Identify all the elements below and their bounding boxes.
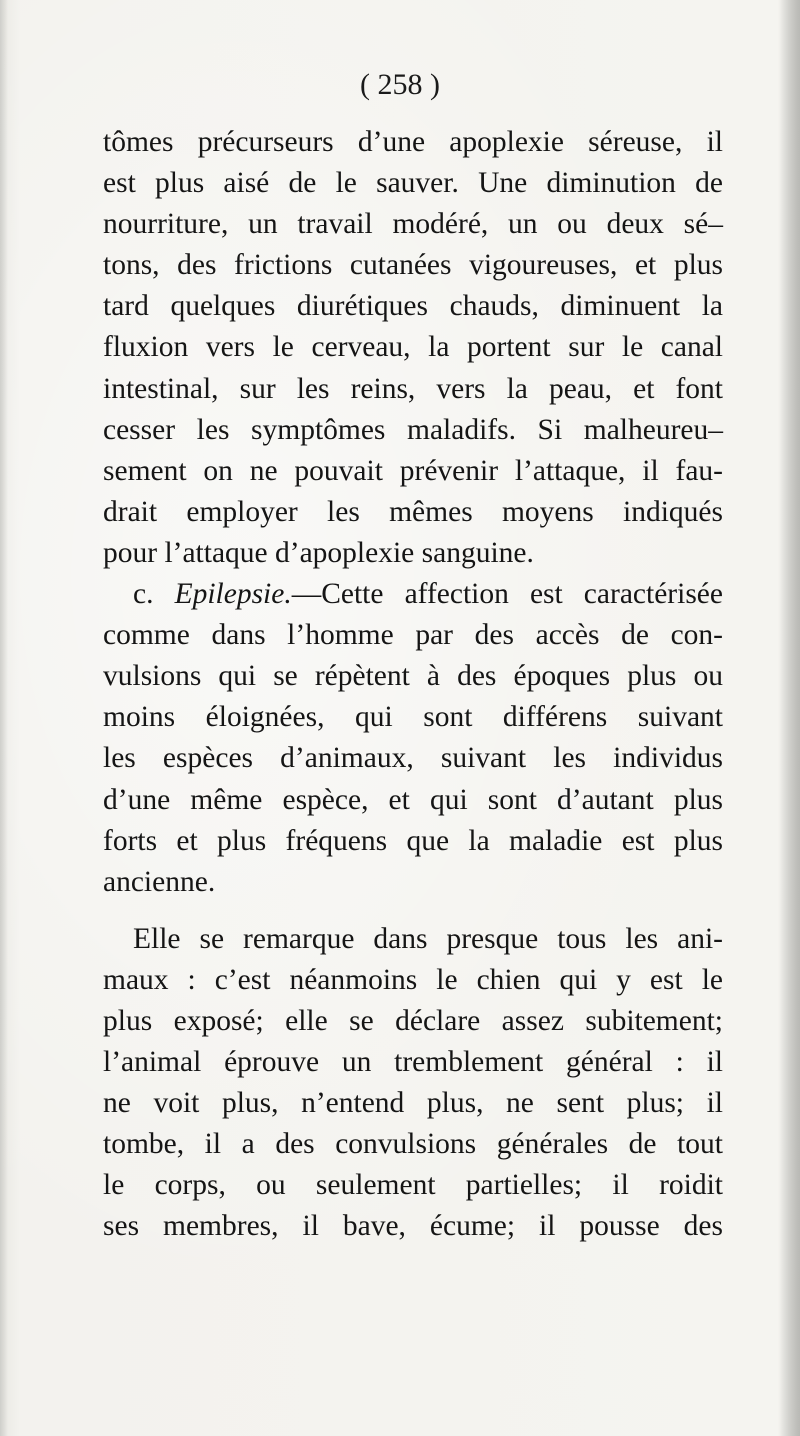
section-heading: Epilepsie. <box>174 578 292 611</box>
text-line: moins éloignées, qui sont différens suivant <box>103 701 723 734</box>
text-line: nourriture, un travail modéré, un ou deux sé– <box>103 208 723 241</box>
text-line: tons, des frictions cutanées vigoureuses, et plus <box>103 249 723 282</box>
text-line: les espèces d’animaux, suivant les individus <box>103 742 723 775</box>
section-heading-continuation: —Cette affection est caractérisée <box>291 578 723 611</box>
text-line: pour l’attaque d’apoplexie sanguine. <box>103 536 534 569</box>
page-right-edge <box>778 0 800 1436</box>
text-line: comme dans l’homme par des accès de con- <box>103 619 723 652</box>
text-line: Elle se remarque dans presque tous les ani- <box>133 922 723 955</box>
text-line: forts et plus fréquens que la maladie est plus <box>103 824 723 857</box>
text-line: vulsions qui se répètent à des époques plus ou <box>103 660 723 693</box>
section-label: c. <box>133 578 154 611</box>
text-line: tômes précurseurs d’une apoplexie séreuse, il <box>103 126 723 158</box>
text-line: d’une même espèce, et qui sont d’autant plus <box>103 783 723 816</box>
text-line: le corps, ou seulement partielles; il roidit <box>103 1169 723 1202</box>
text-line: ne voit plus, n’entend plus, ne sent plus; il <box>103 1087 723 1120</box>
text-line: fluxion vers le cerveau, la portent sur le canal <box>103 331 723 364</box>
paragraph-gap <box>103 903 723 919</box>
page-left-edge <box>0 0 8 1436</box>
text-line: cesser les symptômes maladifs. Si malheureu– <box>103 413 723 446</box>
text-line: intestinal, sur les reins, vers la peau, et font <box>103 372 723 405</box>
text-line: ancienne. <box>103 865 216 898</box>
text-line: l’animal éprouve un tremblement général : il <box>103 1046 723 1079</box>
section-heading-line <box>103 574 723 615</box>
text-line: ses membres, il bave, écume; il pousse des <box>103 1210 723 1243</box>
body-text <box>103 122 723 1248</box>
text-line: maux : c’est néanmoins le chien qui y est le <box>103 963 723 996</box>
text-line: plus exposé; elle se déclare assez subitement; <box>103 1004 723 1037</box>
text-line: drait employer les mêmes moyens indiqués <box>103 495 723 528</box>
text-line: est plus aisé de le sauver. Une diminution de <box>103 167 723 200</box>
text-line: sement on ne pouvait prévenir l’attaque, il fau- <box>103 454 723 487</box>
page-number: ( 258 ) <box>360 68 440 101</box>
text-line: tombe, il a des convulsions générales de tout <box>103 1128 723 1161</box>
text-line: tard quelques diurétiques chauds, diminuent la <box>103 290 723 323</box>
